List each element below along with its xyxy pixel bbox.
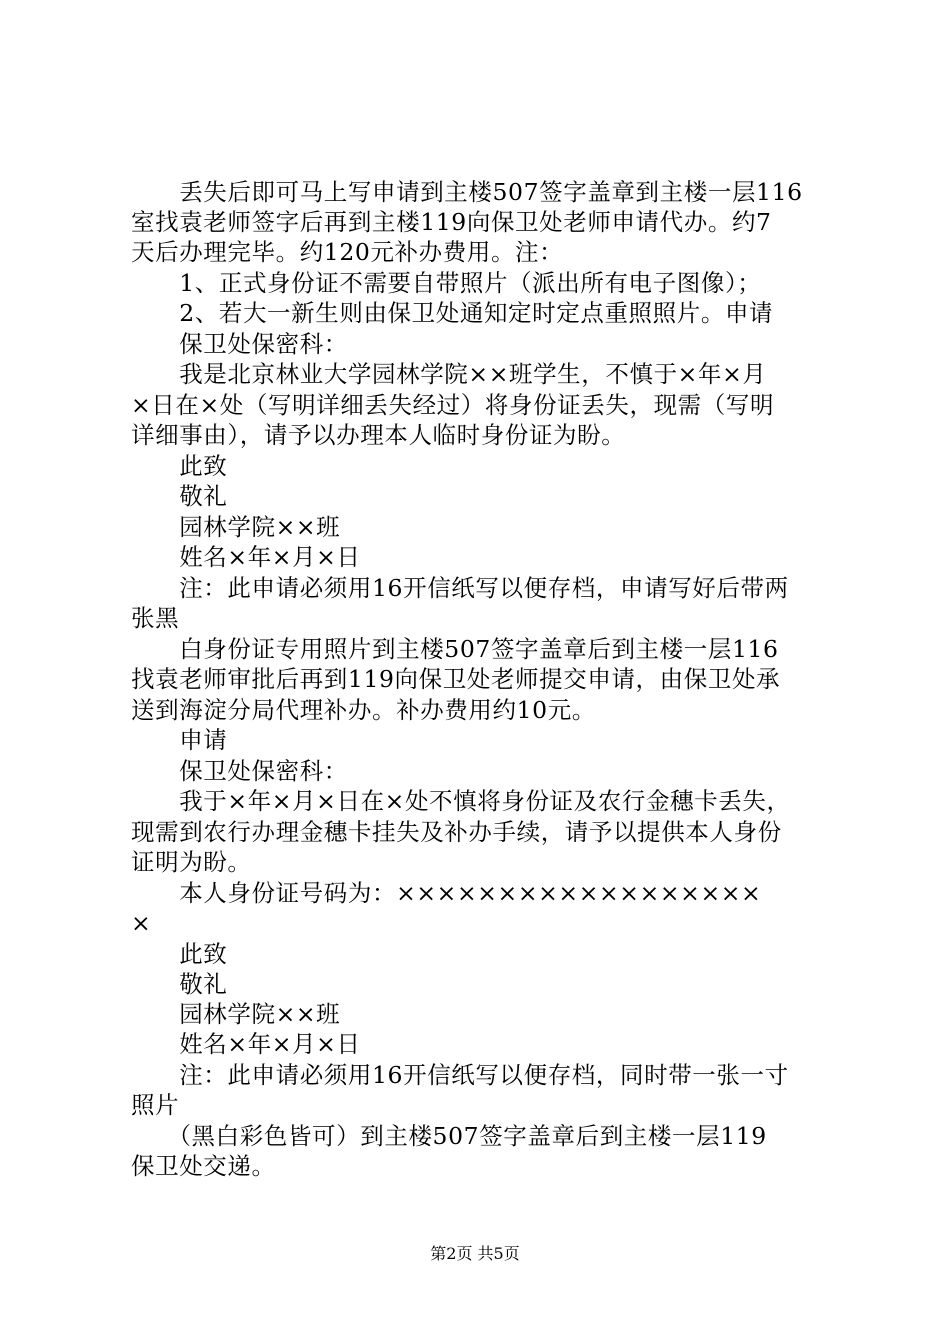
text-line: 照片 — [131, 1091, 180, 1119]
text-line: 送到海淀分局代理补办。补办费用约10元。 — [131, 696, 596, 724]
text-line: 我是北京林业大学园林学院××班学生，不慎于×年×月 — [131, 360, 767, 388]
text-line: 此致 — [131, 940, 228, 968]
text-line: 保卫处保密科： — [131, 330, 348, 358]
text-line: 保卫处交递。 — [131, 1152, 276, 1180]
text-line: 丢失后即可马上写申请到主楼507签字盖章到主楼一层116 — [131, 178, 803, 206]
text-line: 园林学院××班 — [131, 513, 341, 541]
text-line: 姓名×年×月×日 — [131, 1030, 361, 1058]
text-line: 园林学院××班 — [131, 1000, 341, 1028]
text-line: 张黑 — [131, 604, 180, 632]
page-footer: 第2页 共5页 — [430, 1244, 520, 1263]
text-line: 本人身份证号码为：×××××××××××××××××× — [131, 879, 762, 907]
text-line: × — [131, 909, 152, 937]
text-line: 1、正式身份证不需要自带照片（派出所有电子图像）； — [131, 269, 762, 297]
text-line: 敬礼 — [131, 482, 228, 510]
text-line: 2、若大一新生则由保卫处通知定时定点重照照片。申请 — [131, 299, 774, 327]
text-line: 证明为盼。 — [131, 848, 252, 876]
text-line: 找袁老师审批后再到119向保卫处老师提交申请，由保卫处承 — [131, 665, 781, 693]
text-line: 详细事由），请予以办理本人临时身份证为盼。 — [131, 421, 626, 449]
text-line: 我于×年×月×日在×处不慎将身份证及农行金穗卡丢失， — [131, 787, 791, 815]
text-line: （黑白彩色皆可）到主楼507签字盖章后到主楼一层119 — [131, 1122, 767, 1150]
text-line: 室找袁老师签字后再到主楼119向保卫处老师申请代办。约7 — [131, 208, 772, 236]
text-line: 此致 — [131, 452, 228, 480]
text-line: 申请 — [131, 726, 228, 754]
text-line: 天后办理完毕。约120元补办费用。注： — [131, 238, 564, 266]
text-line: 注：此申请必须用16开信纸写以便存档，同时带一张一寸 — [131, 1061, 789, 1089]
text-line: 保卫处保密科： — [131, 757, 348, 785]
text-line: ×日在×处（写明详细丢失经过）将身份证丢失，现需（写明 — [131, 391, 775, 419]
text-line: 注：此申请必须用16开信纸写以便存档，申请写好后带两 — [131, 574, 789, 602]
text-line: 姓名×年×月×日 — [131, 543, 361, 571]
text-line: 敬礼 — [131, 970, 228, 998]
text-line: 白身份证专用照片到主楼507签字盖章后到主楼一层116 — [131, 635, 779, 663]
text-line: 现需到农行办理金穗卡挂失及补办手续，请予以提供本人身份 — [131, 818, 782, 846]
